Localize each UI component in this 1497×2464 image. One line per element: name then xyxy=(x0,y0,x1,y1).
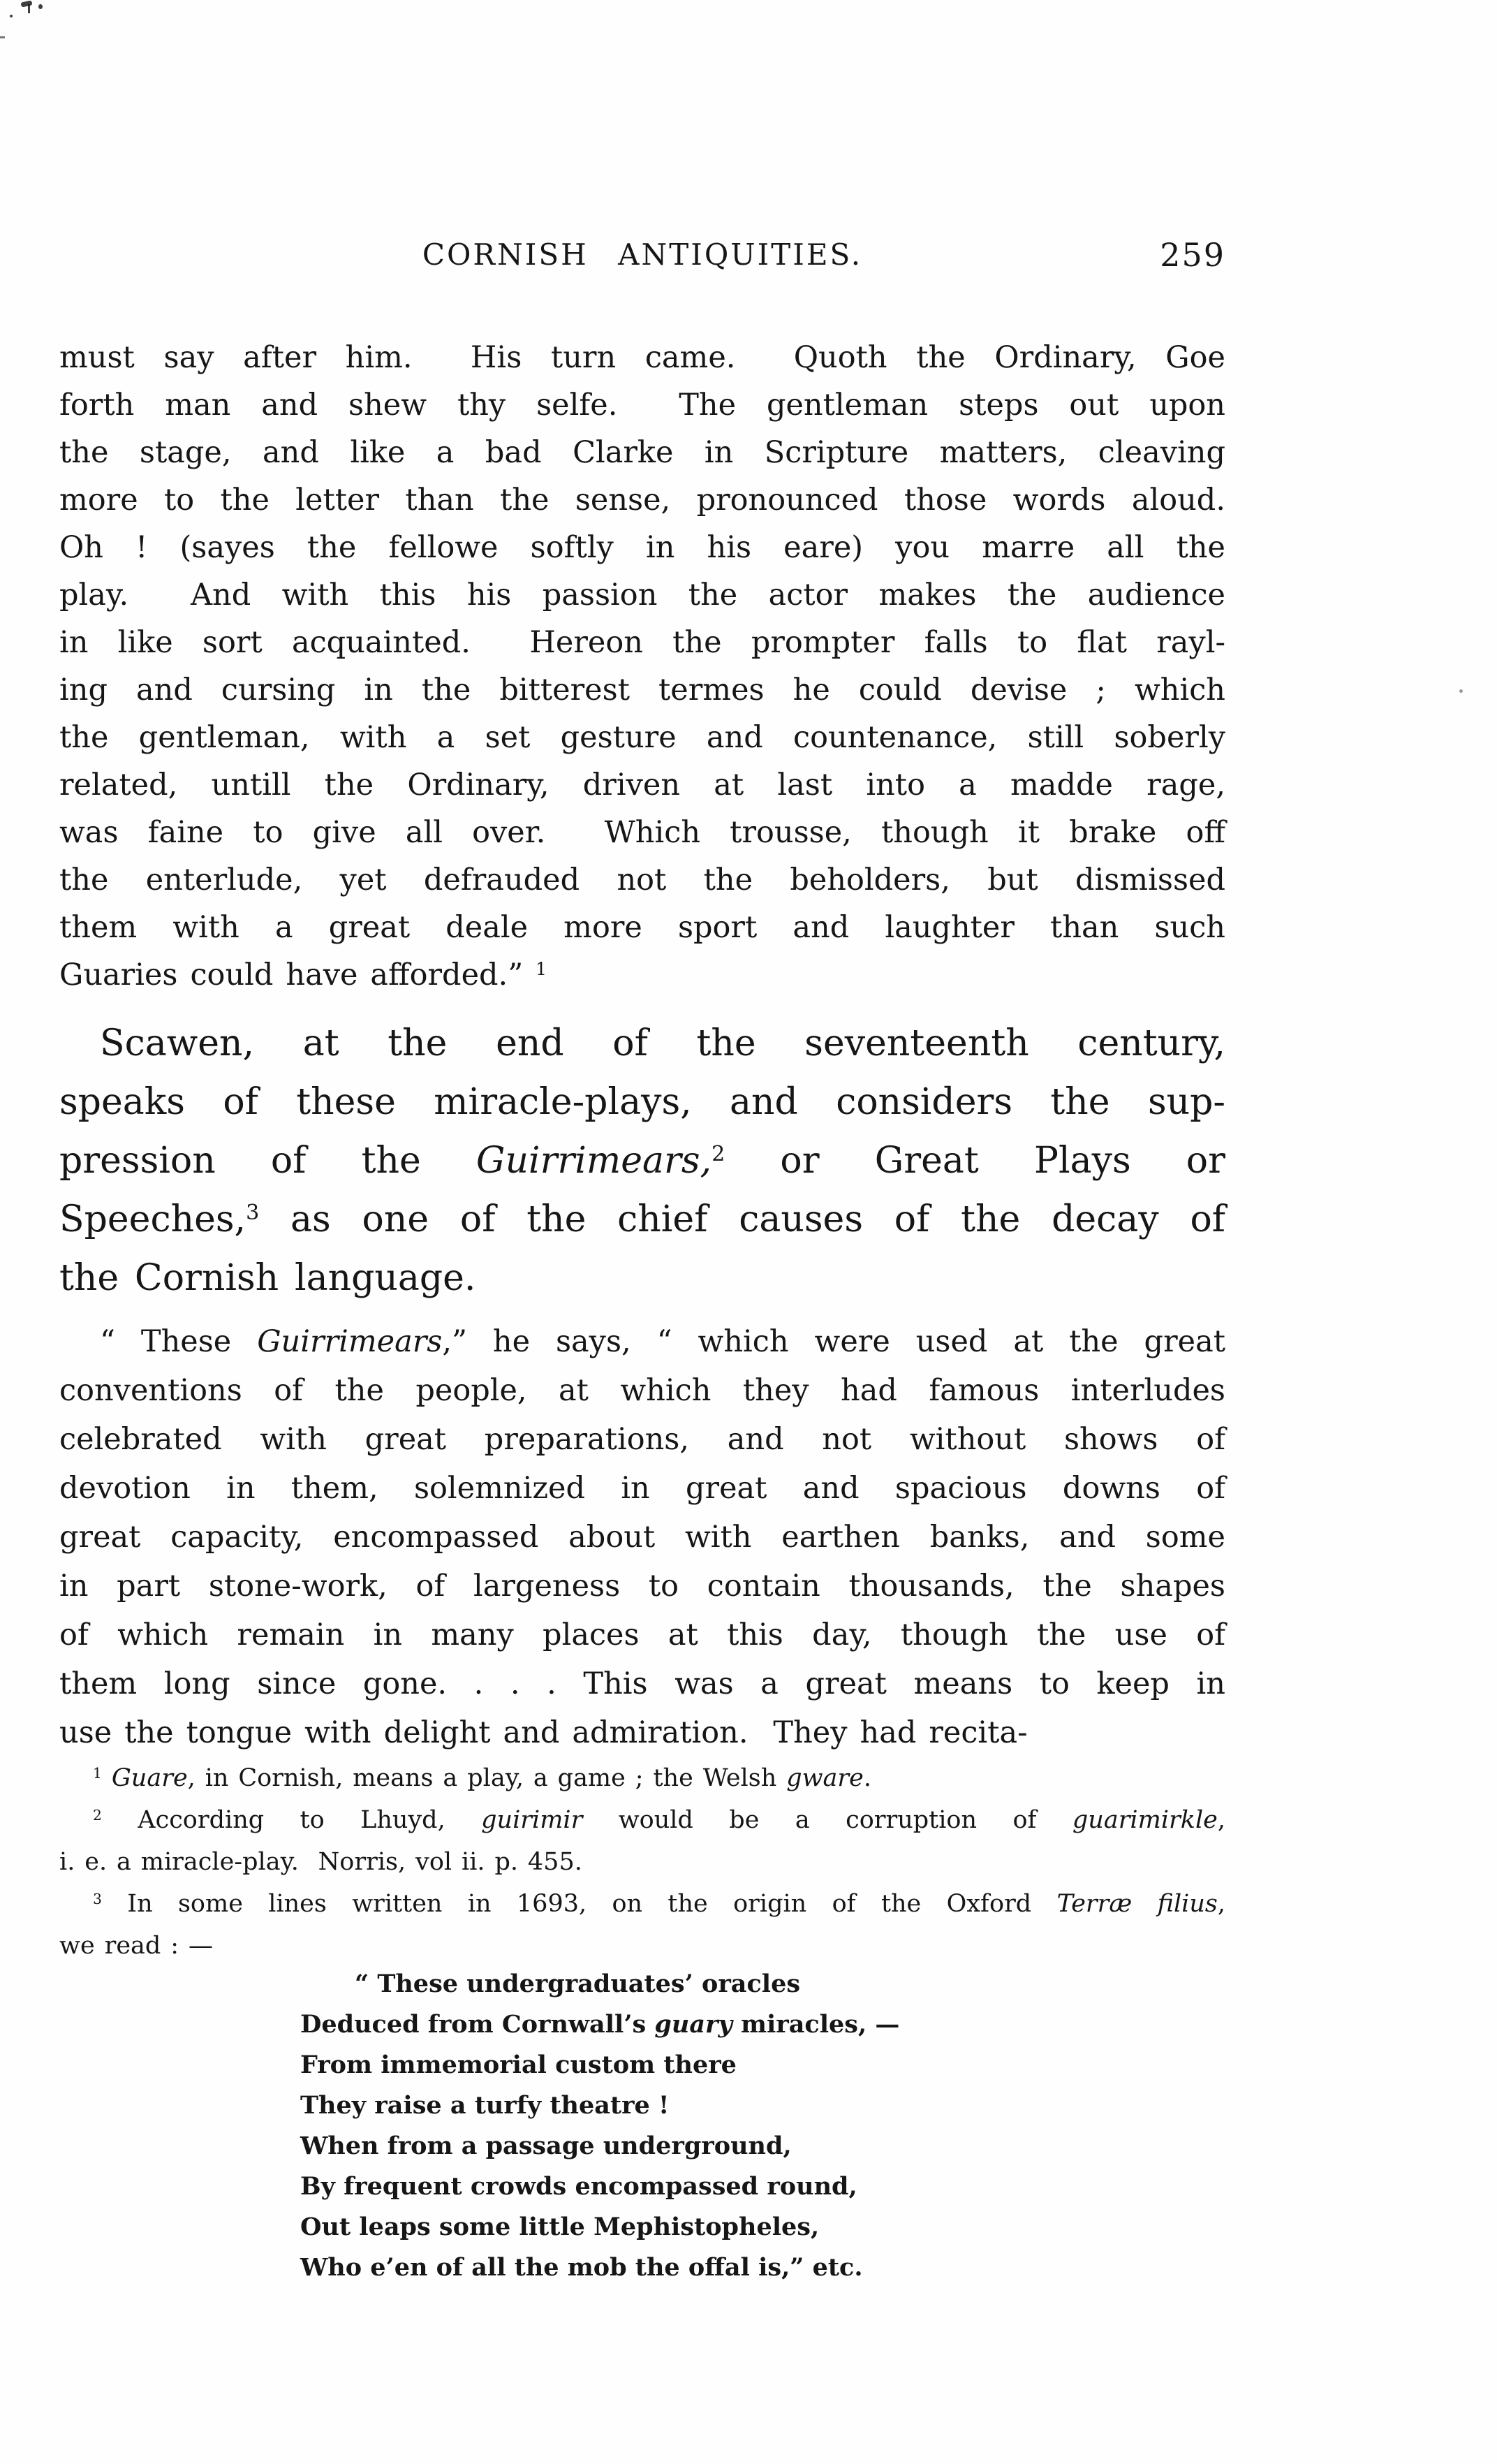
text-segment: “ These xyxy=(100,1324,258,1359)
footnote-verse xyxy=(300,1964,1208,2288)
text-line xyxy=(59,1366,1225,1415)
text-line xyxy=(59,1464,1225,1513)
text-segment: By frequent crowds encompassed round, xyxy=(300,2172,857,2201)
text-line xyxy=(300,2207,1208,2247)
text-line xyxy=(59,1708,1225,1757)
text-line xyxy=(59,1562,1225,1611)
text-line xyxy=(59,904,1225,951)
text-segment: ing and cursing in the bitterest termes he could devise ; which xyxy=(59,673,1225,707)
text-line xyxy=(59,1611,1225,1659)
paragraph-interlude-quote xyxy=(59,334,1225,999)
text-line xyxy=(59,1317,1225,1366)
text-line xyxy=(59,809,1225,856)
text-segment: in like sort acquainted. Hereon the prompter falls to flat rayl- xyxy=(59,625,1225,660)
text-line xyxy=(59,1415,1225,1464)
text-line xyxy=(59,476,1225,524)
text-line xyxy=(300,2085,1208,2126)
text-line xyxy=(59,334,1225,381)
text-segment: pression of the xyxy=(59,1140,476,1182)
text-line xyxy=(59,1073,1225,1131)
footnote-marker: 2 xyxy=(711,1142,725,1167)
italic-text: guary xyxy=(654,2010,732,2039)
text-line xyxy=(59,1249,1225,1307)
text-line xyxy=(59,429,1225,476)
text-segment: great capacity, encompassed about with earthen banks, and some xyxy=(59,1520,1225,1555)
text-line xyxy=(59,1190,1225,1249)
paragraph-guirrimears-quote xyxy=(59,1317,1225,1757)
text-line xyxy=(59,381,1225,429)
text-segment: the enterlude, yet defrauded not the beholders, but dismissed xyxy=(59,863,1225,897)
text-segment: use the tongue with delight and admiration. They had recita- xyxy=(59,1715,1028,1750)
footnote-marker: 1 xyxy=(536,959,547,980)
text-segment: would be a corruption of xyxy=(582,1806,1072,1834)
italic-text: Guirrimears, xyxy=(475,1140,712,1182)
text-segment: of which remain in many places at this day, though the use of xyxy=(59,1618,1225,1652)
text-segment: From immemorial custom there xyxy=(300,2051,737,2079)
text-segment xyxy=(102,1764,112,1792)
text-line xyxy=(59,1757,1225,1799)
footnotes xyxy=(59,1757,1225,1967)
text-segment: Guaries could have afforded.” xyxy=(59,958,536,992)
text-segment: conventions of the people, at which they had famous interludes xyxy=(59,1373,1225,1408)
italic-text: guarimirkle xyxy=(1072,1806,1218,1834)
text-segment: Oh ! (sayes the fellowe softly in his eare) you marre all the xyxy=(59,530,1225,565)
text-segment: them with a great deale more sport and laughter than such xyxy=(59,910,1225,945)
text-line xyxy=(59,1925,1225,1967)
scan-speckle xyxy=(38,4,43,9)
text-line xyxy=(300,2247,1208,2288)
italic-text: Guirrimears xyxy=(257,1324,443,1359)
text-segment: According to Lhuyd, xyxy=(101,1806,482,1834)
text-line xyxy=(59,856,1225,904)
footnote-marker: 2 xyxy=(93,1806,102,1824)
text-segment: the Cornish language. xyxy=(59,1257,476,1299)
text-segment: They raise a turfy theatre ! xyxy=(300,2091,670,2120)
text-segment: or Great Plays or xyxy=(725,1140,1225,1182)
text-segment: related, untill the Ordinary, driven at last into a madde rage, xyxy=(59,768,1225,802)
text-segment: Speeches, xyxy=(59,1198,246,1240)
text-segment: i. e. a miracle-play. Norris, vol ii. p. 455. xyxy=(59,1848,582,1876)
text-segment: devotion in them, solemnized in great and spacious downs of xyxy=(59,1471,1225,1506)
text-line xyxy=(300,2004,1208,2045)
text-line xyxy=(59,1883,1225,1925)
text-line xyxy=(300,1964,1208,2004)
footnote-marker: 1 xyxy=(93,1764,102,1782)
text-segment: the gentleman, with a set gesture and countenance, still soberly xyxy=(59,720,1225,755)
text-segment: . xyxy=(863,1764,872,1792)
text-segment: more to the letter than the sense, pronounced those words aloud. xyxy=(59,483,1225,518)
page-header xyxy=(59,230,1225,279)
text-segment: Out leaps some little Mephistopheles, xyxy=(300,2213,820,2241)
text-segment: speaks of these miracle-plays, and considers the sup- xyxy=(59,1081,1225,1123)
paragraph-scawen xyxy=(59,1014,1225,1307)
text-line xyxy=(59,619,1225,666)
footnote-marker: 3 xyxy=(246,1201,260,1226)
text-segment: in part stone-work, of largeness to contain thousands, the shapes xyxy=(59,1569,1225,1604)
text-line xyxy=(59,1014,1225,1073)
text-segment: we read : — xyxy=(59,1932,213,1960)
text-segment: as one of the chief causes of the decay of xyxy=(259,1198,1225,1240)
text-segment: celebrated with great preparations, and not without shows of xyxy=(59,1422,1225,1457)
text-segment: , in Cornish, means a play, a game ; the Welsh xyxy=(187,1764,787,1792)
scan-speckle xyxy=(28,4,30,13)
italic-text: Guare xyxy=(111,1764,188,1792)
italic-text: gware xyxy=(786,1764,864,1792)
text-segment: the stage, and like a bad Clarke in Scripture matters, cleaving xyxy=(59,435,1225,470)
text-line xyxy=(59,951,1225,999)
text-line xyxy=(300,2166,1208,2207)
text-line xyxy=(59,714,1225,761)
running-title: CORNISH ANTIQUITIES. xyxy=(422,237,863,272)
scan-speckle xyxy=(0,36,5,38)
text-segment: Scawen, at the end of the seventeenth century, xyxy=(100,1022,1225,1064)
text-segment: In some lines written in 1693, on the origin of the Oxford xyxy=(101,1890,1057,1918)
text-line xyxy=(59,1799,1225,1841)
text-line xyxy=(59,761,1225,809)
scan-speckle xyxy=(20,0,32,7)
text-segment: them long since gone. . . . This was a great means to keep in xyxy=(59,1666,1225,1701)
text-segment: play. And with this his passion the actor makes the audience xyxy=(59,578,1225,613)
text-line xyxy=(59,666,1225,714)
text-line xyxy=(59,1659,1225,1708)
text-segment: forth man and shew thy selfe. The gentleman steps out upon xyxy=(59,388,1225,423)
text-line xyxy=(300,2126,1208,2166)
text-segment: was faine to give all over. Which trousse, though it brake off xyxy=(59,815,1225,850)
text-segment: Who e’en of all the mob the offal is,” etc. xyxy=(300,2253,863,2282)
text-segment: ,” he says, “ which were used at the great xyxy=(442,1324,1225,1359)
scan-speckle xyxy=(1459,689,1463,693)
text-line xyxy=(59,1131,1225,1190)
text-segment: , xyxy=(1217,1806,1225,1834)
text-line xyxy=(59,1841,1225,1883)
text-segment: When from a passage underground, xyxy=(300,2132,792,2160)
text-line xyxy=(300,2045,1208,2085)
footnote-marker: 3 xyxy=(93,1890,102,1907)
text-segment: “ These undergraduates’ oracles xyxy=(355,1970,801,1998)
text-line xyxy=(59,524,1225,571)
text-line xyxy=(59,1513,1225,1562)
italic-text: Terræ filius xyxy=(1056,1890,1218,1918)
text-line xyxy=(59,571,1225,619)
page-number: 259 xyxy=(1160,236,1225,274)
text-segment: , xyxy=(1217,1890,1225,1918)
italic-text: guirimir xyxy=(481,1806,583,1834)
text-segment: Deduced from Cornwall’s xyxy=(300,2010,655,2039)
scan-speckle xyxy=(10,15,13,17)
text-segment: miracles, — xyxy=(732,2010,900,2039)
text-segment: must say after him. His turn came. Quoth the Ordinary, Goe xyxy=(59,340,1225,375)
